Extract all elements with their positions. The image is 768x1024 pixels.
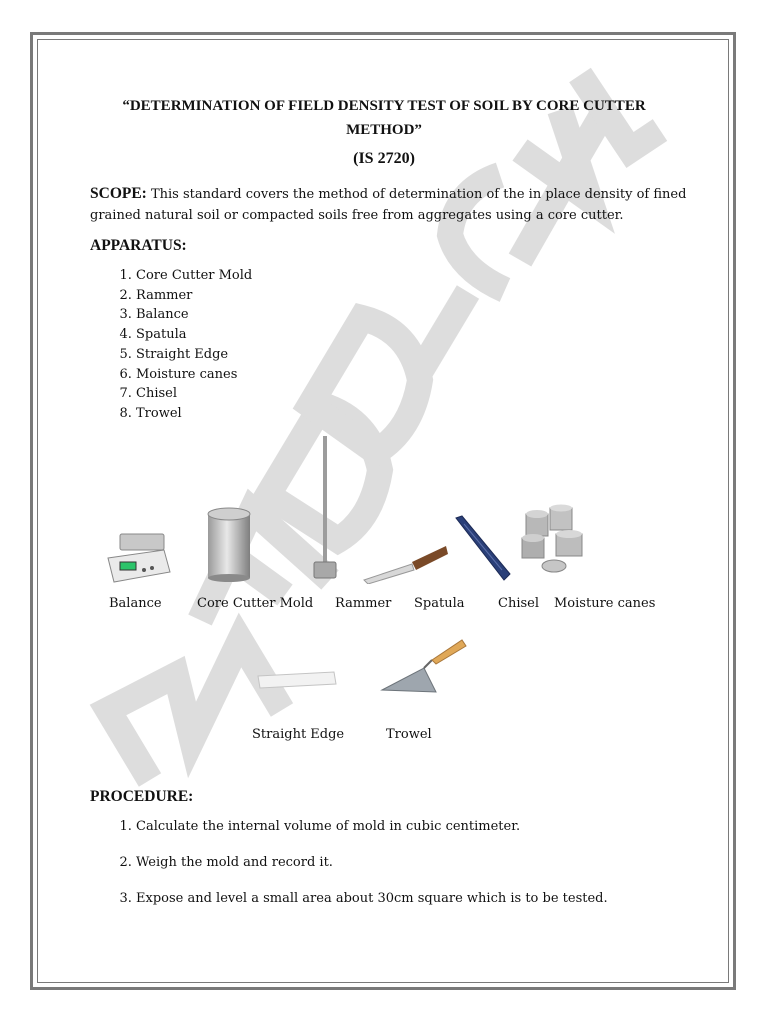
procedure-heading: PROCEDURE: [90,788,194,805]
core-cutter-image [205,506,253,582]
page-title: “DETERMINATION OF FIELD DENSITY TEST OF SOIL BY CORE CUTTER METHOD” [122,98,646,138]
apparatus-heading: APPARATUS: [90,237,187,254]
straight-edge-image [256,668,338,692]
list-item: 1. Calculate the internal volume of mold in cubic centimeter. [136,818,696,836]
list-item: 3. Balance [136,305,252,325]
list-item: 2. Rammer [136,286,252,306]
moisture-canes-image [520,504,592,576]
list-item: 8. Trowel [136,404,252,424]
list-item: 6. Moisture canes [136,365,252,385]
spatula-image [362,542,448,584]
scope-text: This standard covers the method of determination of the in place density of fined grained natural soil or compacted soils free from aggregates using a core cutter. [90,187,687,223]
list-item: 7. Chisel [136,384,252,404]
list-item: 2. Weigh the mold and record it. [136,854,696,872]
list-item: 1. Core Cutter Mold [136,266,252,286]
list-item: 5. Straight Edge [136,345,252,365]
list-item: 4. Spatula [136,325,252,345]
caption-moisture-canes: Moisture canes [554,596,656,611]
procedure-list [92,818,696,926]
scope-heading: SCOPE: [90,185,147,202]
caption-straight-edge: Straight Edge [252,727,345,742]
caption-chisel: Chisel [498,596,539,611]
caption-trowel: Trowel [386,727,432,742]
balance-image [106,532,172,584]
caption-balance: Balance [109,596,162,611]
chisel-image [452,514,514,582]
trowel-image [380,638,468,696]
scope-paragraph [90,183,695,226]
rammer-image [310,436,340,580]
standard-code: (IS 2720) [353,150,415,167]
apparatus-list [92,266,252,424]
caption-core-cutter: Core Cutter Mold [197,596,314,611]
caption-rammer: Rammer [335,596,392,611]
list-item: 3. Expose and level a small area about 30cm square which is to be tested. [136,890,696,908]
caption-spatula: Spatula [414,596,465,611]
